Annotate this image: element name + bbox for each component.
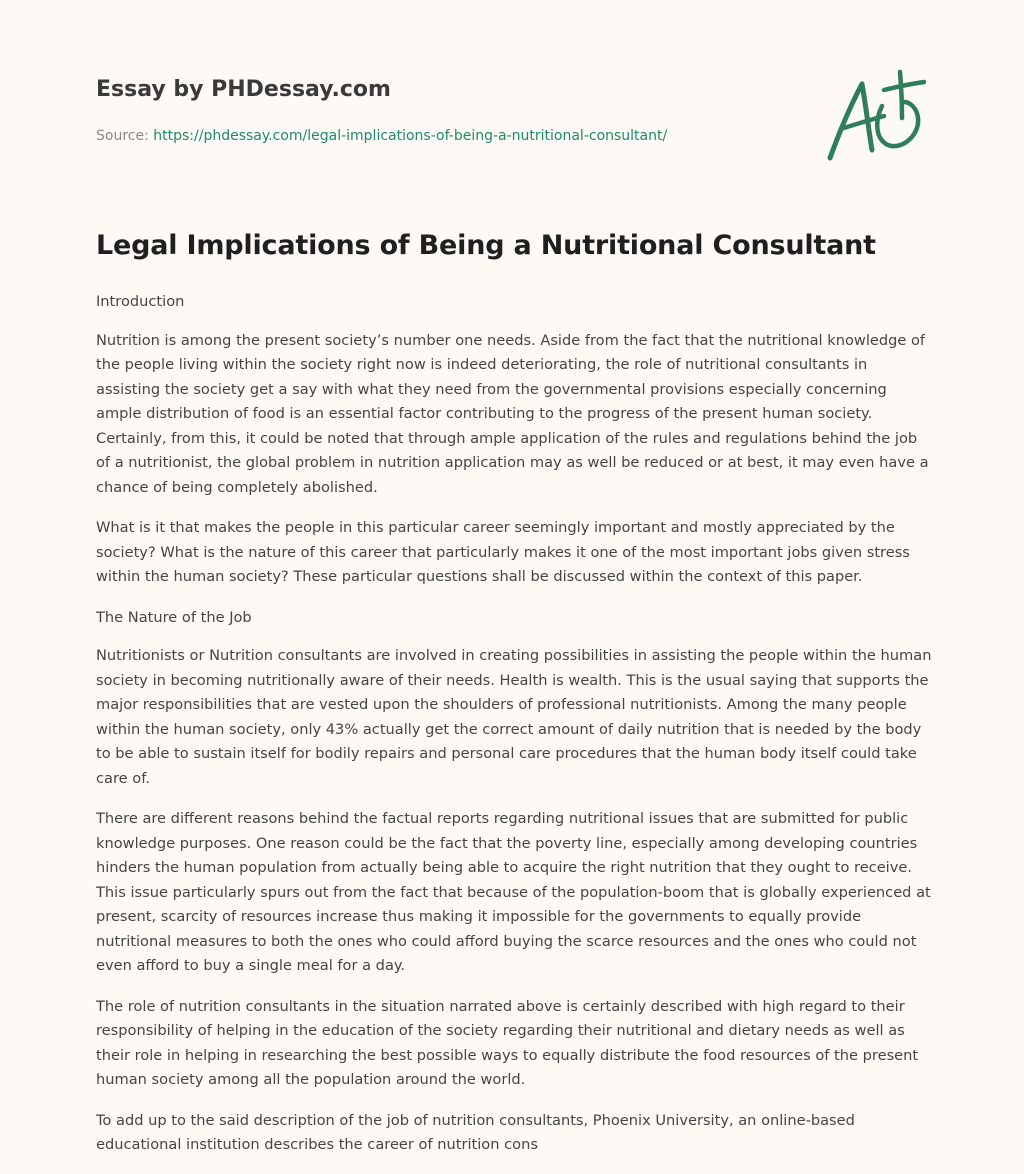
source-line [96, 126, 796, 146]
body-paragraph: Nutritionists or Nutrition consultants are involved in creating possibilities in assisting the people within the human society in becoming nutritionally aware of their needs. Health is wealth. This is the usual saying that supports the major responsibilities that are vested upon the shoulders of professional nutritionists. Among the many people within the human society, only 43% actually get the correct amount of daily nutrition that is needed by the body to be able to sustain itself for bodily repairs and personal care procedures that the human body itself could take care of. [96, 647, 932, 787]
essay-article [96, 226, 932, 1174]
source-link[interactable]: https://phdessay.com/legal-implications-of-being-a-nutritional-consultant/ [153, 128, 668, 144]
a-plus-grade-logo-icon [822, 66, 926, 166]
section-heading-introduction: Introduction [96, 293, 185, 310]
body-paragraph: What is it that makes the people in this particular career seemingly important and mostly appreciated by the society? What is the nature of this career that particularly makes it one of the most important jobs given stress within the human society? These particular questions shall be discussed within the context of this paper. [96, 519, 910, 585]
body-paragraph: Nutrition is among the present society’s number one needs. Aside from the fact that the nutritional knowledge of the people living within the society right now is indeed deteriorating, the role of nutritional consultants in assisting the society get a say with what they need from the governmental provisions especially concerning ample distribution of food is an essential factor contributing to the progress of the present human society. Certainly, from this, it could be noted that through ample application of the rules and regulations behind the job of a nutritionist, the global problem in nutrition application may as well be reduced or at best, it may even have a chance of being completely abolished. [96, 331, 929, 496]
source-label: Source: [96, 128, 154, 144]
section-heading-nature-of-job: The Nature of the Job [96, 608, 252, 626]
body-paragraph: To add up to the said description of the job of nutrition consultants, Phoenix University, an online-based educational institution describes the career of nutrition cons [96, 1111, 855, 1153]
body-paragraph: There are different reasons behind the factual reports regarding nutritional issues that are submitted for public knowledge purposes. One reason could be the fact that the poverty line, especially among developing countries hinders the human population from actually being able to acquire the right nutrition that they ought to receive. This issue particularly spurs out from the fact that because of the population-boom that is globally experienced at present, scarcity of resources increase thus making it impossible for the governments to equally provide nutritional measures to both the ones who could afford buying the scarce resources and the ones who could not even afford to buy a single meal for a day. [96, 810, 931, 974]
essay-title: Legal Implications of Being a Nutritional Consultant [96, 230, 876, 261]
page-header [96, 76, 796, 146]
body-paragraph: The role of nutrition consultants in the situation narrated above is certainly described with high regard to their responsibility of helping in the education of the society regarding their nutritional and dietary needs as well as their role in helping in researching the best possible ways to equally distribute the food resources of the present human society among all the population around the world. [96, 997, 919, 1088]
site-brand: Essay by PHDessay.com [96, 77, 391, 102]
